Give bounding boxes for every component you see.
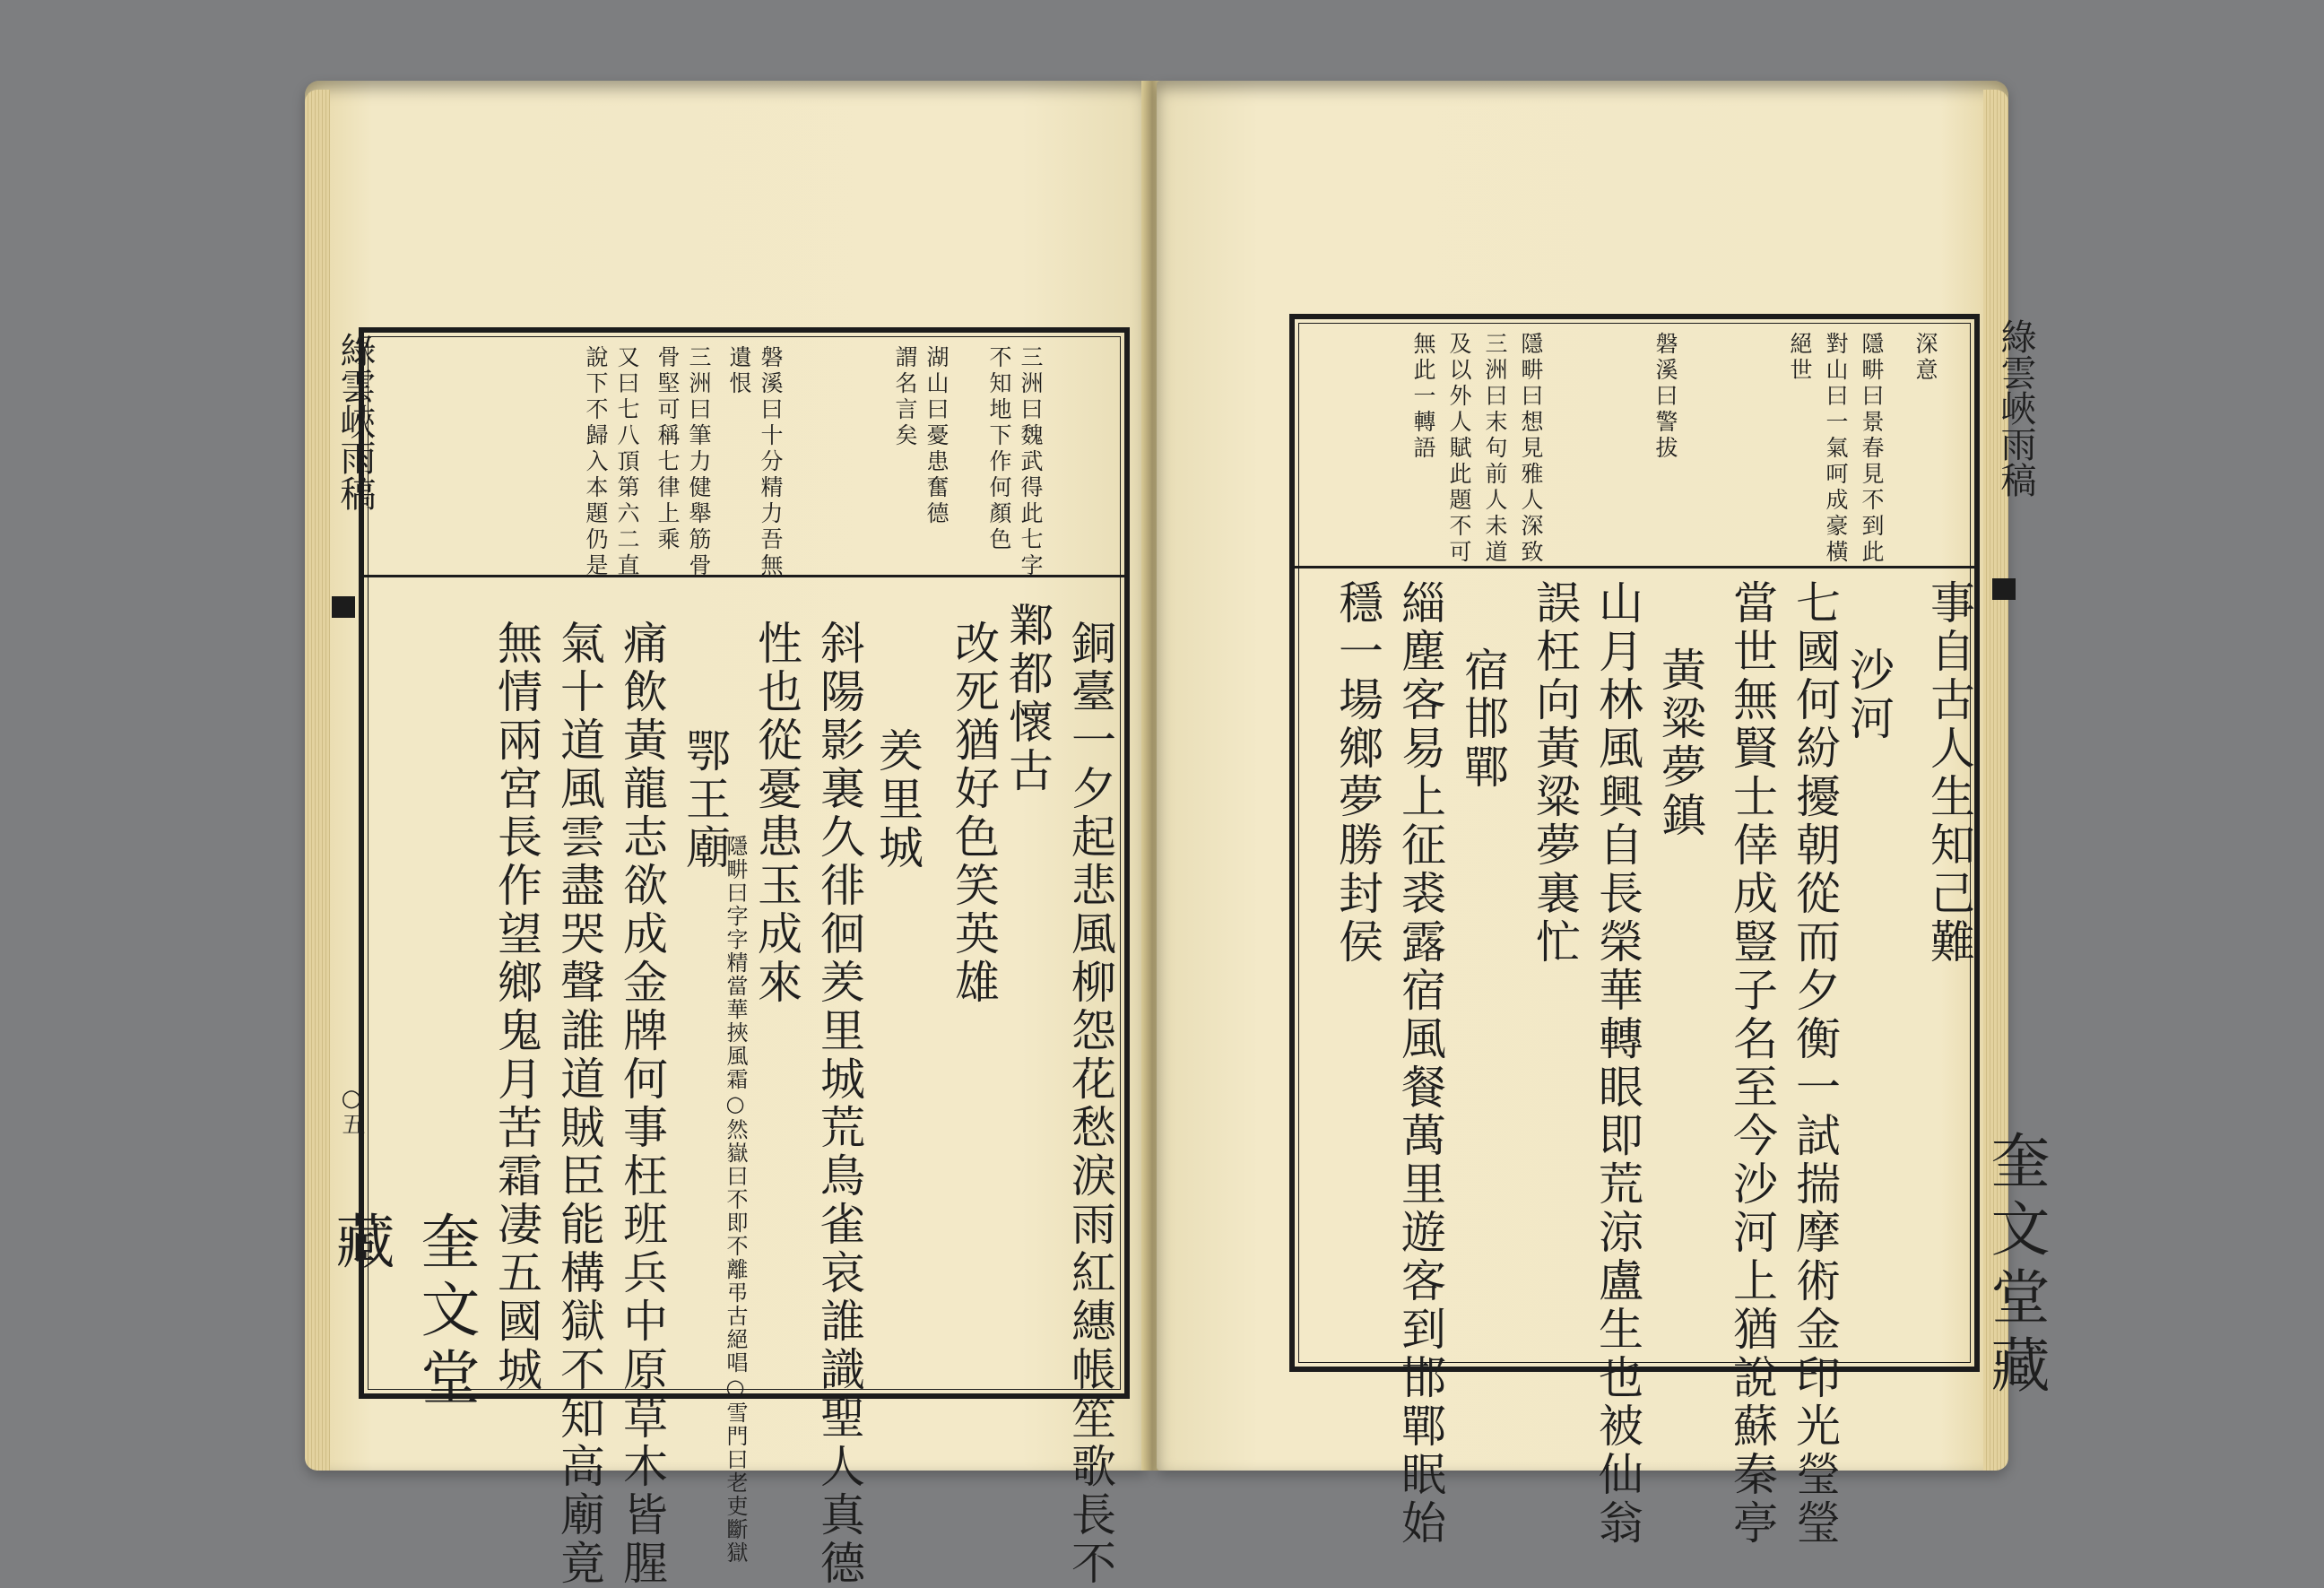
left-note: 三洲曰筆力健舉筋骨 [686,345,712,579]
left-annotation: 隱畊曰字字精當華挾風霜○然嶽曰不即不離弔古絕唱○雪門曰老吏斷獄 [723,835,748,1565]
left-book-title: 綠雲峽雨稿 [334,332,376,511]
right-main-column: 山月林風興自長榮華轉眼即荒涼盧生也被仙翁 [1591,579,1643,1548]
left-page-number: ○五 [338,1085,365,1135]
right-main-column: 宿邯鄲 [1457,646,1509,792]
left-main-column: 斜陽影裏久徘徊羑里城荒鳥雀哀誰識聖人真德 [813,620,865,1588]
right-note-text: 及以外人賦此題不可 [1446,332,1472,566]
left-main-column: 無情兩宮長作望鄉鬼月苦霜凄五國城 [490,620,542,1394]
left-main-column: 銅臺一夕起悲風柳怨花愁淚雨紅繐帳笙歌長不 [1064,620,1116,1588]
right-main-column: 誤枉向黃粱夢裏忙 [1529,579,1581,967]
right-book-title: 綠雲峽雨稿 [1995,318,2036,498]
left-main-column: 氣十道風雲盡哭聲誰道賊臣能構獄不知高廟竟 [553,620,605,1588]
left-main-column: 羑里城 [872,727,924,872]
left-note: 遺恨 [726,345,752,397]
left-note: 說下不歸入本題仍是 [583,345,609,579]
right-printer-mark: 奎文堂藏 [1981,1130,2050,1402]
left-main-column: 鄂王廟 [679,727,731,872]
right-main-column: 緇塵客易上征裘露宿風餐萬里遊客到邯鄲眠始 [1394,579,1446,1548]
right-note-text: 絕世 [1787,332,1813,384]
right-main-column: 穩一場鄉夢勝封侯 [1331,579,1383,967]
left-note: 不知地下作何顏色 [986,345,1012,553]
left-main-column: 鄴都懷古 [1002,602,1054,795]
left-main-column: 痛飲黃龍志欲成金牌何事枉班兵中原草木皆腥 [616,620,668,1588]
right-upper-divider [1295,566,1974,568]
right-note-text: 隱畊曰景春見不到此 [1859,332,1885,566]
left-main-column: 改死猶好色笑英雄 [948,620,1000,1007]
left-printer-mark: 奎文堂藏 [325,1211,480,1415]
left-fish-tail-mark [332,596,355,618]
right-main-column: 七國何紛擾朝從而夕衡一試揣摩術金印光瑩瑩 [1789,579,1841,1548]
left-page [305,81,1148,1588]
left-note: 三洲曰魏武得此七字 [1018,345,1044,579]
left-upper-divider [364,575,1124,577]
right-main-column: 黃粱夢鎮 [1654,646,1706,840]
right-note-text: 深意 [1912,332,1938,384]
right-fish-tail-mark [1992,578,2016,600]
left-note: 湖山曰憂患奮德 [924,345,950,527]
left-note: 骨堅可稱七律上乘 [655,345,681,553]
right-note-text: 三洲曰末句前人未道 [1482,332,1508,566]
right-note-text: 無此一轉語 [1410,332,1436,462]
right-note-text: 隱畊曰想見雅人深致 [1518,332,1544,566]
left-note: 又曰七八頂第六二直 [614,345,640,579]
right-main-column: 事自古人生知己難 [1923,579,1975,967]
right-note-text: 磐溪曰警拔 [1652,332,1678,462]
right-main-column: 沙河 [1843,646,1895,743]
left-note: 磐溪曰十分精力吾無 [758,345,784,579]
right-frame-border [1289,314,1980,1548]
left-main-column: 性也從憂患玉成來 [750,620,802,1007]
right-note-text: 對山曰一氣呵成豪橫 [1823,332,1849,566]
right-main-column: 當世無賢士倖成豎子名至今沙河上猶說蘇秦亭 [1726,579,1778,1548]
left-note: 謂名言矣 [892,345,918,449]
